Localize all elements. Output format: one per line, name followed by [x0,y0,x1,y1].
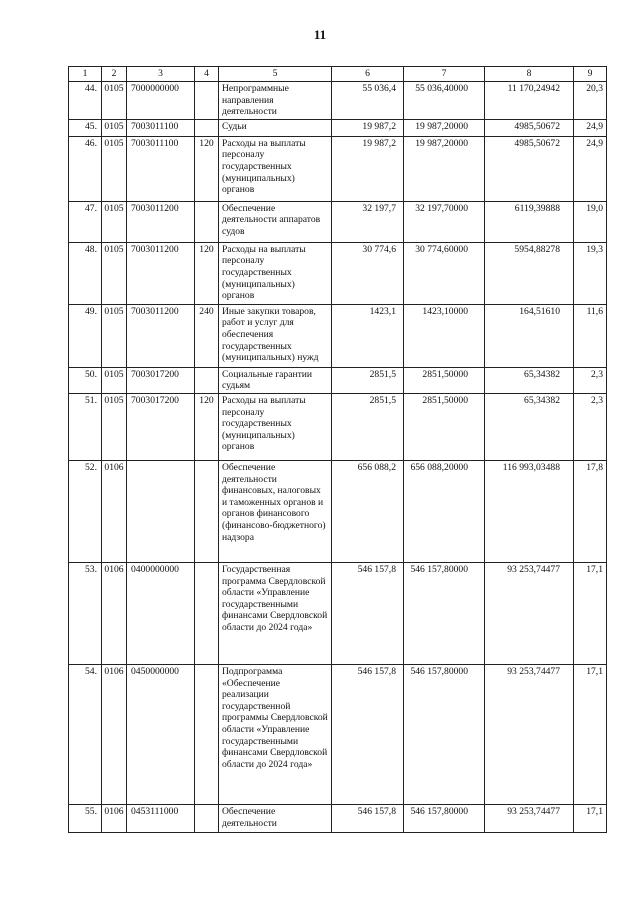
row-number: 52. [69,460,102,562]
item-name: Непрограммные направления деятельности [219,82,332,120]
column-header: 1 [69,67,102,82]
target-code: 7003011200 [127,201,195,242]
table-row [69,136,607,201]
plan-amount: 19 987,2 [332,136,404,201]
item-name: Расходы на выплаты персоналу государственных (муниципальных) органов [219,393,332,460]
execution-percent: 17,8 [574,460,607,562]
approved-amount: 55 036,40000 [404,82,485,120]
target-code: 7003011200 [127,304,195,367]
execution-percent: 11,6 [574,304,607,367]
expense-type-code [195,664,219,804]
executed-amount: 65,34382 [485,367,574,393]
plan-amount: 1423,1 [332,304,404,367]
expense-type-code: 120 [195,242,219,304]
approved-amount: 32 197,70000 [404,201,485,242]
table-header-row [69,67,607,82]
executed-amount: 4985,50672 [485,119,574,136]
item-name: Обеспечение деятельности финансовых, налоговых и таможенных органов и органов финансового (финансово-бюджетного) надзора [219,460,332,562]
plan-amount: 656 088,2 [332,460,404,562]
plan-amount: 32 197,7 [332,201,404,242]
section-code: 0105 [102,393,127,460]
target-code: 7000000000 [127,82,195,120]
executed-amount: 93 253,74477 [485,804,574,832]
section-code: 0106 [102,562,127,664]
table-row [69,304,607,367]
table-row [69,367,607,393]
expense-type-code [195,119,219,136]
section-code: 0105 [102,82,127,120]
column-header: 5 [219,67,332,82]
expense-type-code: 120 [195,136,219,201]
execution-percent: 17,1 [574,664,607,804]
executed-amount: 164,51610 [485,304,574,367]
expense-type-code [195,82,219,120]
row-number: 47. [69,201,102,242]
table-row [69,393,607,460]
target-code: 7003011100 [127,136,195,201]
section-code: 0105 [102,136,127,201]
row-number: 51. [69,393,102,460]
section-code: 0106 [102,664,127,804]
expense-type-code [195,562,219,664]
expense-type-code [195,367,219,393]
target-code: 7003011100 [127,119,195,136]
approved-amount: 2851,50000 [404,367,485,393]
section-code: 0105 [102,304,127,367]
executed-amount: 116 993,03488 [485,460,574,562]
item-name: Расходы на выплаты персоналу государственных (муниципальных) органов [219,242,332,304]
target-code: 7003011200 [127,242,195,304]
approved-amount: 1423,10000 [404,304,485,367]
table-row [69,804,607,832]
table-row [69,201,607,242]
item-name: Иные закупки товаров, работ и услуг для обеспечения государственных (муниципальных) нужд [219,304,332,367]
approved-amount: 2851,50000 [404,393,485,460]
table-row [69,82,607,120]
target-code: 0450000000 [127,664,195,804]
plan-amount: 546 157,8 [332,664,404,804]
row-number: 44. [69,82,102,120]
plan-amount: 2851,5 [332,367,404,393]
plan-amount: 546 157,8 [332,804,404,832]
section-code: 0105 [102,119,127,136]
column-header: 7 [404,67,485,82]
execution-percent: 2,3 [574,393,607,460]
expense-type-code [195,804,219,832]
execution-percent: 19,0 [574,201,607,242]
row-number: 45. [69,119,102,136]
row-number: 48. [69,242,102,304]
item-name: Обеспечение деятельности [219,804,332,832]
plan-amount: 19 987,2 [332,119,404,136]
section-code: 0105 [102,242,127,304]
approved-amount: 656 088,20000 [404,460,485,562]
execution-percent: 19,3 [574,242,607,304]
execution-percent: 24,9 [574,119,607,136]
column-header: 3 [127,67,195,82]
column-header: 8 [485,67,574,82]
plan-amount: 55 036,4 [332,82,404,120]
plan-amount: 546 157,8 [332,562,404,664]
section-code: 0105 [102,201,127,242]
item-name: Государственная программа Свердловской области «Управление государственными финансами Свердловской области до 2024 года» [219,562,332,664]
row-number: 55. [69,804,102,832]
page-number: 11 [313,27,327,42]
column-header: 9 [574,67,607,82]
row-number: 49. [69,304,102,367]
approved-amount: 30 774,60000 [404,242,485,304]
executed-amount: 93 253,74477 [485,664,574,804]
execution-percent: 2,3 [574,367,607,393]
execution-percent: 24,9 [574,136,607,201]
execution-percent: 17,1 [574,562,607,664]
column-header: 6 [332,67,404,82]
section-code: 0105 [102,367,127,393]
row-number: 46. [69,136,102,201]
item-name: Подпрограмма «Обеспечение реализации государственной программы Свердловской области «Управление государственными финансами Свердловской области до 2024 года» [219,664,332,804]
row-number: 50. [69,367,102,393]
item-name: Обеспечение деятельности аппаратов судов [219,201,332,242]
executed-amount: 65,34382 [485,393,574,460]
executed-amount: 93 253,74477 [485,562,574,664]
target-code: 0453111000 [127,804,195,832]
expense-type-code [195,460,219,562]
section-code: 0106 [102,460,127,562]
approved-amount: 546 157,80000 [404,562,485,664]
table-row [69,664,607,804]
executed-amount: 6119,39888 [485,201,574,242]
section-code: 0106 [102,804,127,832]
approved-amount: 19 987,20000 [404,136,485,201]
column-header: 4 [195,67,219,82]
target-code: 7003017200 [127,367,195,393]
item-name: Судьи [219,119,332,136]
column-header: 2 [102,67,127,82]
approved-amount: 19 987,20000 [404,119,485,136]
table-row [69,562,607,664]
executed-amount: 11 170,24942 [485,82,574,120]
expense-type-code: 120 [195,393,219,460]
table-row [69,460,607,562]
execution-percent: 20,3 [574,82,607,120]
item-name: Расходы на выплаты персоналу государственных (муниципальных) органов [219,136,332,201]
executed-amount: 5954,88278 [485,242,574,304]
table-row [69,119,607,136]
target-code [127,460,195,562]
plan-amount: 2851,5 [332,393,404,460]
item-name: Социальные гарантии судьям [219,367,332,393]
budget-table [68,66,607,833]
approved-amount: 546 157,80000 [404,804,485,832]
expense-type-code: 240 [195,304,219,367]
expense-type-code [195,201,219,242]
approved-amount: 546 157,80000 [404,664,485,804]
executed-amount: 4985,50672 [485,136,574,201]
table-row [69,242,607,304]
row-number: 54. [69,664,102,804]
execution-percent: 17,1 [574,804,607,832]
row-number: 53. [69,562,102,664]
target-code: 0400000000 [127,562,195,664]
target-code: 7003017200 [127,393,195,460]
plan-amount: 30 774,6 [332,242,404,304]
